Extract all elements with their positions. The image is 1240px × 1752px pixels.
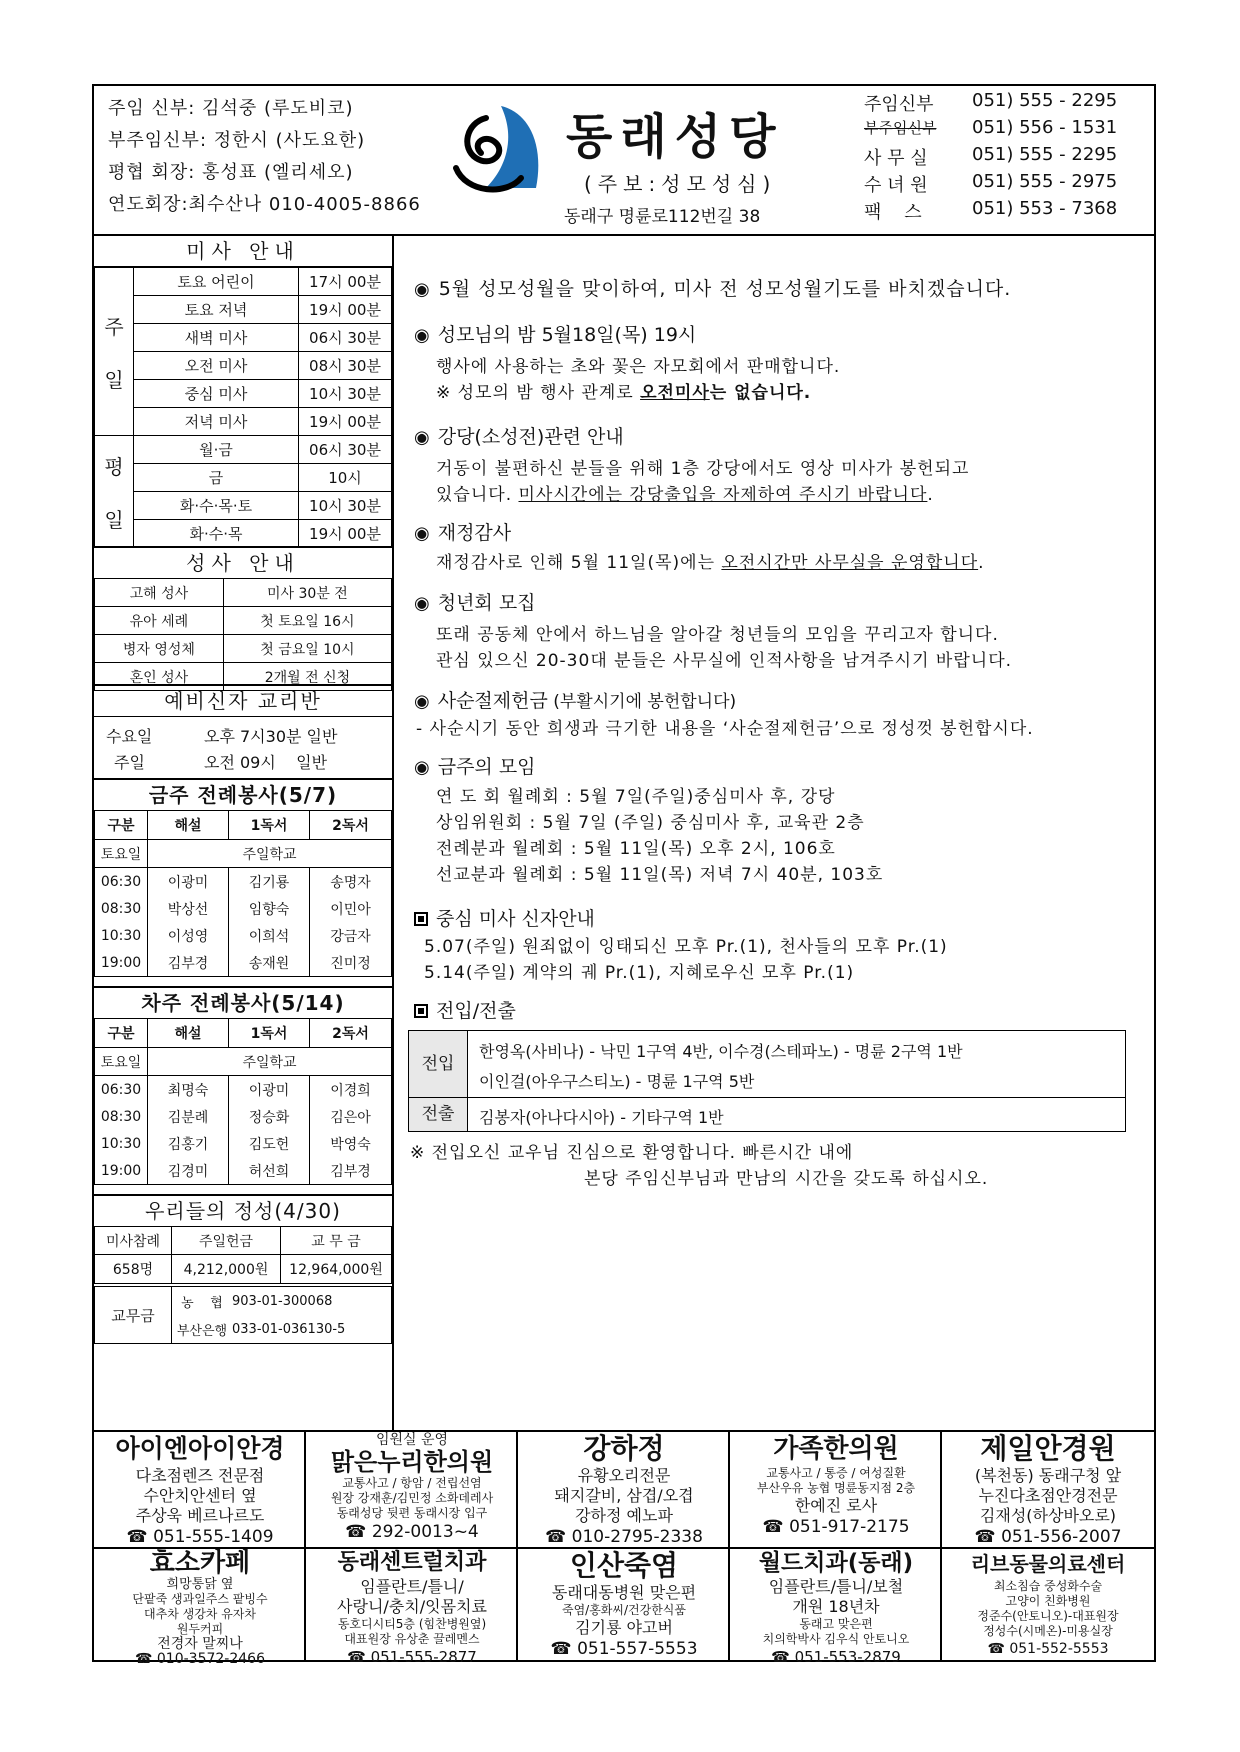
name-cell: 허선희: [229, 1157, 310, 1185]
ad-dental-2: 월드치과(동래) 임플란트/틀니/보철 개원 18년차 동래고 맞은편 치의학박사 김우식 안토니오 ☎ 051-553-2879: [758, 1550, 914, 1664]
time-cell: 08:30: [95, 895, 148, 922]
notice-8-title: 중심 미사 신자안내: [414, 904, 595, 931]
mass-name: 월·금: [134, 436, 299, 464]
name-cell: 김경미: [148, 1157, 229, 1185]
church-logo: [446, 98, 546, 198]
ad-optical-2: 제일안경원 (복천동) 동래구청 앞 누진다초점안경전문 김재성(하상바오로) ☎ 051-556-2007: [974, 1432, 1122, 1547]
mass-name: 오전 미사: [134, 352, 299, 380]
header-contacts: [864, 86, 1154, 236]
time-cell: 19:00: [95, 949, 148, 977]
name-cell: 임향숙: [229, 895, 310, 922]
contact-label: 사 무 실: [864, 148, 928, 169]
row-label: 토요일: [95, 1048, 148, 1076]
name-cell: 송명자: [310, 868, 392, 896]
notice-1: ◉ 5월 성모성월을 맞이하여, 미사 전 성모성월기도를 바치겠습니다.: [414, 278, 1012, 300]
contact-phone: 051) 556 - 1531: [972, 117, 1118, 138]
name-cell: 진미정: [310, 949, 392, 977]
name-cell: 최명숙: [148, 1076, 229, 1104]
offering-table: [94, 1226, 392, 1284]
row-label: 토요일: [95, 840, 148, 868]
sacrament-name: 혼인 성사: [95, 663, 224, 691]
bank-account: 033-01-036130-5: [232, 1315, 392, 1344]
name-cell: 김부경: [148, 949, 229, 977]
mass-time: 10시: [299, 464, 392, 492]
col-header: 해설: [148, 1019, 229, 1048]
ad-vet: 리브동물의료센터 최소침습 중성화수술 고양이 친화병원 정준수(안토니오)-대표원장 정성수(시메온)-미용실장 ☎ 051-552-5553: [970, 1552, 1126, 1657]
bank-account: 903-01-300068: [232, 1287, 392, 1316]
notice-3-line: 거동이 불편하신 분들을 위해 1층 강당에서도 영상 미사가 봉헌되고: [436, 459, 970, 479]
notice-4-line: 재정감사로 인해 5월 11일(목)에는 오전시간만 사무실을 운영합니다.: [436, 553, 985, 573]
phone-icon: ☎: [974, 1527, 1002, 1547]
name-cell: 김분례: [148, 1103, 229, 1130]
liturgy-next-table: [94, 1018, 392, 1185]
weekday-label: 평 일: [95, 436, 134, 548]
sacrament-title: 성사 안내: [94, 546, 392, 579]
time-cell: 10:30: [95, 922, 148, 949]
phone-icon: ☎: [550, 1639, 578, 1659]
mass-table: [94, 267, 392, 548]
sacrament-time: 미사 30분 전: [223, 579, 391, 607]
notice-6-title: ◉ 사순절제헌금 (부활시기에 봉헌합니다): [414, 690, 737, 712]
offering-value: 4,212,000원: [172, 1255, 281, 1284]
guide-line: 5.07(주일) 원죄없이 잉태되신 모후 Pr.(1), 천사들의 모후 Pr.(1): [424, 937, 948, 957]
offering-header: 미사참례: [95, 1227, 172, 1255]
notice-4-title: ◉ 재정감사: [414, 522, 512, 544]
bulletin-subtitle: (주보:성모성심): [584, 172, 777, 196]
time-cell: 19:00: [95, 1157, 148, 1185]
name-cell: 이민아: [310, 895, 392, 922]
name-cell: 정승화: [229, 1103, 310, 1130]
mass-name: 화·수·목·토: [134, 492, 299, 520]
notice-9-title: 전입/전출: [414, 996, 516, 1023]
contact-label: 수 녀 원: [864, 175, 928, 196]
col-header: 해설: [148, 811, 229, 840]
name-cell: 김기룡: [229, 868, 310, 896]
name-cell: 이광미: [148, 868, 229, 896]
ad-dental-1: 동래센트럴치과 임플란트/틀니/ 사랑니/충치/잇몸치료 동호디시티5층 (힘찬병원옆) 대표원장 유상춘 끌레멘스 ☎ 051-555-2877: [337, 1550, 487, 1664]
transfer-out-label: 전출: [409, 1098, 468, 1131]
bulletin-page: [92, 84, 1156, 1662]
ad-ini-optical: 아이엔아이안경 다초점렌즈 전문점 수안치안센터 옆 주상욱 베르나르도 ☎ 051-555-1409: [115, 1434, 285, 1547]
sacrament-name: 병자 영성체: [95, 635, 224, 663]
col-header: 2독서: [310, 811, 392, 840]
transfer-in-label: 전입: [409, 1031, 468, 1098]
catechumen-time: 오전 09시 일반: [204, 753, 328, 772]
sidebar: [94, 236, 394, 1430]
offering-header: 주일헌금: [172, 1227, 281, 1255]
contact-label: 부주임신부: [864, 119, 937, 137]
guide-line: 5.14(주일) 계약의 궤 Pr.(1), 지혜로우신 모후 Pr.(1): [424, 963, 855, 983]
ad-clinic-1: 임원실 운영 맑은누리한의원 교통사고 / 항암 / 전립선염 원장 강재훈/김민정 소화데레사 동래성당 뒷편 동래시장 입구 ☎ 292-0013~4: [330, 1432, 494, 1542]
transfer-out-line: 김봉자(아나다시아) - 기타구역 1반: [479, 1108, 724, 1127]
notice-6-line: - 사순시기 동안 희생과 극기한 내용을 ‘사순절제헌금’으로 정성껏 봉헌합시다.: [416, 719, 1034, 739]
time-cell: 08:30: [95, 1103, 148, 1130]
mass-name: 금: [134, 464, 299, 492]
mass-name: 화·수·목: [134, 520, 299, 548]
mass-name: 토요 어린이: [134, 268, 299, 296]
saturday-team: 주일학교: [148, 1048, 392, 1076]
notices: [394, 236, 1156, 1430]
name-cell: 이희석: [229, 922, 310, 949]
contact-phone: 051) 555 - 2295: [972, 90, 1118, 111]
contact-phone: 051) 555 - 2295: [972, 144, 1118, 165]
offering-header: 교 무 금: [281, 1227, 392, 1255]
sunday-label: 주 일: [95, 268, 134, 436]
name-cell: 이성영: [148, 922, 229, 949]
notice-7-title: ◉ 금주의 모임: [414, 756, 536, 778]
name-cell: 박상선: [148, 895, 229, 922]
account-label: 교무금: [95, 1287, 172, 1344]
mass-time: 08시 30분: [299, 352, 392, 380]
mass-name: 토요 저녁: [134, 296, 299, 324]
notice-3-line: 있습니다. 미사시간에는 강당출입을 자제하여 주시기 바랍니다.: [436, 485, 934, 505]
liturgy-this-title: 금주 전례봉사(5/7): [94, 778, 392, 811]
sacrament-time: 첫 토요일 16시: [223, 607, 391, 635]
transfer-in-line: 한영옥(사비나) - 낙민 1구역 4반, 이수경(스테파노) - 명륜 2구역 1반: [479, 1042, 963, 1061]
notice-5-title: ◉ 청년회 모집: [414, 592, 536, 614]
account-table: [94, 1286, 392, 1344]
meeting-line: 선교분과 월례회 : 5월 11일(목) 저녁 7시 40분, 103호: [436, 865, 884, 885]
phone-icon: ☎: [126, 1527, 154, 1547]
mass-name: 저녁 미사: [134, 408, 299, 436]
catechumen-day: 주일: [114, 753, 145, 772]
staff-line: 연도회장:최수산나 010-4005-8866: [108, 194, 421, 215]
church-title: 동래성당: [566, 109, 784, 165]
mass-time: 10시 30분: [299, 492, 392, 520]
welcome-line: ※ 전입오신 교우님 진심으로 환영합니다. 빠른시간 내에: [410, 1143, 854, 1163]
catechumen-title: 예비신자 교리반: [94, 684, 392, 717]
mass-time: 17시 00분: [299, 268, 392, 296]
contact-label: 주임신부: [864, 94, 934, 115]
mass-name: 중심 미사: [134, 380, 299, 408]
sacrament-time: 첫 금요일 10시: [223, 635, 391, 663]
name-cell: 이광미: [229, 1076, 310, 1104]
bank-name: 농 협: [172, 1287, 233, 1316]
meeting-line: 전례분과 월례회 : 5월 11일(목) 오후 2시, 106호: [436, 839, 836, 859]
name-cell: 김도헌: [229, 1130, 310, 1157]
time-cell: 06:30: [95, 868, 148, 896]
name-cell: 김부경: [310, 1157, 392, 1185]
notice-2-title: ◉ 성모님의 밤 5월18일(목) 19시: [414, 324, 697, 346]
mass-time: 19시 00분: [299, 520, 392, 548]
advertisements: [94, 1430, 1154, 1662]
notice-5-line: 관심 있으신 20-30대 분들은 사무실에 인적사항을 남겨주시기 바랍니다.: [436, 651, 1013, 671]
name-cell: 송재원: [229, 949, 310, 977]
catechumen-day: 수요일: [106, 727, 153, 746]
time-cell: 10:30: [95, 1130, 148, 1157]
contact-phone: 051) 553 - 7368: [972, 198, 1118, 219]
header-staff: [94, 86, 424, 236]
offering-value: 12,964,000원: [281, 1255, 392, 1284]
transfer-in-line: 이인걸(아우구스티노) - 명륜 1구역 5반: [479, 1072, 755, 1091]
name-cell: 이경희: [310, 1076, 392, 1104]
ad-bamboo-salt: 인산죽염 동래대동병원 맞은편 죽염/홍화씨/건강한식품 김기룡 야고버 ☎ 051-557-5553: [550, 1549, 698, 1659]
notice-5-line: 또래 공동체 안에서 하느님을 알아갈 청년들의 모임을 꾸리고자 합니다.: [436, 625, 999, 645]
phone-icon: ☎: [762, 1517, 790, 1537]
mass-time: 19시 00분: [299, 296, 392, 324]
col-header: 구분: [95, 811, 148, 840]
liturgy-this-table: [94, 810, 392, 977]
name-cell: 김홍기: [148, 1130, 229, 1157]
name-cell: 김은아: [310, 1103, 392, 1130]
phone-icon: ☎: [135, 1651, 157, 1664]
welcome-line: 본당 주임신부님과 만남의 시간을 갖도록 하십시오.: [584, 1169, 989, 1189]
phone-icon: ☎: [345, 1522, 372, 1542]
phone-icon: ☎: [347, 1648, 371, 1664]
sacrament-time: 2개월 전 신청: [223, 663, 391, 691]
col-header: 구분: [95, 1019, 148, 1048]
notice-2-line: ※ 성모의 밤 행사 관계로 오전미사는 없습니다.: [436, 383, 812, 403]
col-header: 1독서: [229, 811, 310, 840]
notice-2-line: 행사에 사용하는 초와 꽃은 자모회에서 판매합니다.: [436, 357, 841, 377]
phone-icon: ☎: [987, 1641, 1010, 1657]
offering-title: 우리들의 정성(4/30): [94, 1194, 392, 1227]
ad-cafe: 효소카페 희망통닭 옆 단팥죽 생과일주스 팥빙수 대추차 생강차 유자차 원두커피 전경자 말찌나 ☎ 010-3572-2466: [94, 1549, 306, 1664]
sacrament-table: [94, 578, 392, 691]
name-cell: 강금자: [310, 922, 392, 949]
mass-time: 10시 30분: [299, 380, 392, 408]
staff-line: 주임 신부: 김석중 (루도비코): [108, 98, 354, 119]
meeting-line: 상임위원회 : 5월 7일 (주일) 중심미사 후, 교육관 2층: [436, 813, 865, 833]
catechumen-time: 오후 7시30분 일반: [204, 727, 338, 746]
church-address: 동래구 명륜로112번길 38: [564, 207, 761, 227]
transfer-box: [408, 1030, 1126, 1132]
mass-time: 19시 00분: [299, 408, 392, 436]
sacrament-name: 고해 성사: [95, 579, 224, 607]
notice-3-title: ◉ 강당(소성전)관련 안내: [414, 426, 624, 448]
mass-time: 06시 30분: [299, 436, 392, 464]
staff-line: 부주임신부: 정한시 (사도요한): [108, 130, 366, 151]
sacrament-name: 유아 세례: [95, 607, 224, 635]
offering-value: 658명: [95, 1255, 172, 1284]
col-header: 1독서: [229, 1019, 310, 1048]
liturgy-next-title: 차주 전례봉사(5/14): [94, 986, 392, 1019]
mass-time: 06시 30분: [299, 324, 392, 352]
mass-name: 새벽 미사: [134, 324, 299, 352]
contact-label: 팩 스: [864, 202, 922, 223]
name-cell: 박영숙: [310, 1130, 392, 1157]
saturday-team: 주일학교: [148, 840, 392, 868]
phone-icon: ☎: [545, 1527, 572, 1547]
bank-name: 부산은행: [172, 1315, 233, 1344]
phone-icon: ☎: [771, 1648, 795, 1664]
col-header: 2독서: [310, 1019, 392, 1048]
time-cell: 06:30: [95, 1076, 148, 1104]
contact-phone: 051) 555 - 2975: [972, 171, 1118, 192]
staff-line: 평협 회장: 홍성표 (엘리세오): [108, 162, 354, 183]
mass-title: 미사 안내: [94, 236, 392, 267]
meeting-line: 연 도 회 월례회 : 5월 7일(주일)중심미사 후, 강당: [436, 787, 836, 807]
ad-clinic-2: 가족한의원 교통사고 / 통증 / 여성질환 부산우유 농협 명륜동지점 2층 한예진 로사 ☎ 051-917-2175: [756, 1434, 916, 1537]
ad-restaurant: 강하정 유황오리전문 돼지갈비, 삼겹/오겹 강하정 예노파 ☎ 010-2795-2338: [545, 1432, 703, 1547]
